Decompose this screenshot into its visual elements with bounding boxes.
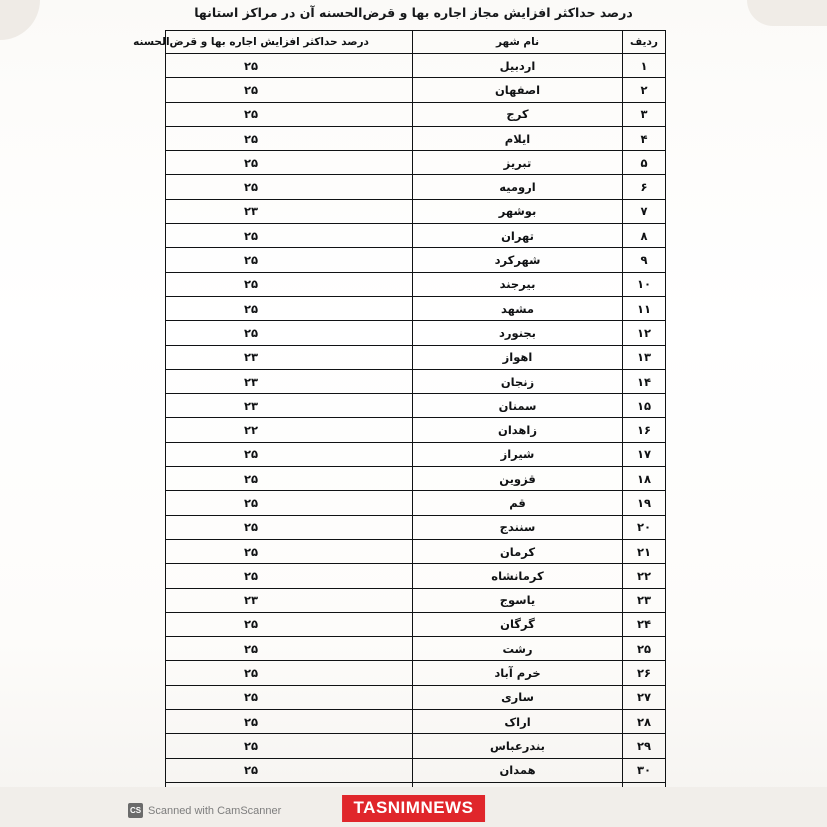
cell-row-no: ۱۰ bbox=[623, 272, 666, 296]
page-footer bbox=[0, 787, 827, 827]
cell-row-no: ۱۶ bbox=[623, 418, 666, 442]
cell-percent-text: ۲۳ bbox=[243, 593, 259, 608]
cell-percent bbox=[166, 637, 413, 661]
cell-percent-text: ۲۳ bbox=[243, 350, 259, 365]
cell-percent-text: ۲۵ bbox=[243, 301, 259, 316]
table-row bbox=[166, 296, 666, 320]
cell-percent-text: ۲۵ bbox=[243, 253, 259, 268]
cell-row-no: ۱۱ bbox=[623, 296, 666, 320]
cell-percent bbox=[166, 78, 413, 102]
cell-percent bbox=[166, 685, 413, 709]
cell-row-no: ۳ bbox=[623, 102, 666, 126]
cell-percent-text: ۲۵ bbox=[243, 155, 259, 170]
cell-percent bbox=[166, 224, 413, 248]
cell-percent bbox=[166, 54, 413, 78]
cell-percent bbox=[166, 151, 413, 175]
table-row bbox=[166, 151, 666, 175]
cell-percent bbox=[166, 175, 413, 199]
rent-increase-table bbox=[133, 30, 666, 807]
cell-row-no: ۷ bbox=[623, 199, 666, 223]
camscanner-watermark bbox=[128, 803, 281, 818]
cell-row-no: ۱۴ bbox=[623, 369, 666, 393]
cell-city: همدان bbox=[413, 758, 623, 782]
cell-percent-text: ۲۵ bbox=[243, 714, 259, 729]
tasnim-news-watermark: TASNIMNEWS bbox=[342, 795, 486, 822]
cell-city: خرم آباد bbox=[413, 661, 623, 685]
cell-city: ساری bbox=[413, 685, 623, 709]
cell-city: مشهد bbox=[413, 296, 623, 320]
cell-row-no: ۲۸ bbox=[623, 710, 666, 734]
cell-percent-text: ۲۳ bbox=[243, 374, 259, 389]
cell-percent bbox=[166, 564, 413, 588]
cell-percent-text: ۲۳ bbox=[243, 204, 259, 219]
cell-city: کرمان bbox=[413, 539, 623, 563]
cell-percent bbox=[166, 539, 413, 563]
table-row bbox=[166, 710, 666, 734]
cell-city: تبریز bbox=[413, 151, 623, 175]
cell-row-no: ۲۶ bbox=[623, 661, 666, 685]
cell-row-no: ۶ bbox=[623, 175, 666, 199]
cell-percent-text: ۲۲ bbox=[243, 423, 259, 438]
table-row bbox=[166, 345, 666, 369]
table-row bbox=[166, 467, 666, 491]
table-row bbox=[166, 588, 666, 612]
table-row bbox=[166, 175, 666, 199]
cell-city: تهران bbox=[413, 224, 623, 248]
cell-percent-text: ۲۵ bbox=[243, 471, 259, 486]
table-row bbox=[166, 685, 666, 709]
cell-percent bbox=[166, 296, 413, 320]
cell-city: ارومیه bbox=[413, 175, 623, 199]
cell-row-no: ۴ bbox=[623, 126, 666, 150]
cell-percent-text: ۲۵ bbox=[243, 666, 259, 681]
table-row bbox=[166, 734, 666, 758]
cell-percent bbox=[166, 515, 413, 539]
cell-row-no: ۲۰ bbox=[623, 515, 666, 539]
cell-percent bbox=[166, 710, 413, 734]
cell-city: کرج bbox=[413, 102, 623, 126]
table-row bbox=[166, 199, 666, 223]
cell-percent-text: ۲۵ bbox=[243, 131, 259, 146]
cell-percent-text: ۲۵ bbox=[243, 520, 259, 535]
cell-city: یاسوج bbox=[413, 588, 623, 612]
table-row bbox=[166, 612, 666, 636]
cell-city: رشت bbox=[413, 637, 623, 661]
cell-city: بجنورد bbox=[413, 321, 623, 345]
cell-percent-text: ۲۵ bbox=[243, 690, 259, 705]
cell-city: سمنان bbox=[413, 394, 623, 418]
cell-row-no: ۱۹ bbox=[623, 491, 666, 515]
cell-percent-text: ۲۳ bbox=[243, 398, 259, 413]
cell-percent-text: ۲۵ bbox=[243, 641, 259, 656]
cell-row-no: ۸ bbox=[623, 224, 666, 248]
cell-percent bbox=[166, 758, 413, 782]
cell-percent-text: ۲۵ bbox=[243, 58, 259, 73]
table-row bbox=[166, 491, 666, 515]
cell-city: ایلام bbox=[413, 126, 623, 150]
cell-row-no: ۱۳ bbox=[623, 345, 666, 369]
cell-row-no: ۲۷ bbox=[623, 685, 666, 709]
cell-city: بندرعباس bbox=[413, 734, 623, 758]
cell-city: اردبیل bbox=[413, 54, 623, 78]
cell-row-no: ۲۵ bbox=[623, 637, 666, 661]
cell-row-no: ۲۴ bbox=[623, 612, 666, 636]
cell-row-no: ۱۸ bbox=[623, 467, 666, 491]
cell-percent-text: ۲۵ bbox=[243, 763, 259, 778]
table-body bbox=[166, 54, 666, 807]
table-row bbox=[166, 539, 666, 563]
cell-percent bbox=[166, 369, 413, 393]
cell-percent-text: ۲۵ bbox=[243, 447, 259, 462]
table-row bbox=[166, 564, 666, 588]
cell-row-no: ۱۲ bbox=[623, 321, 666, 345]
table-row bbox=[166, 272, 666, 296]
cell-percent bbox=[166, 248, 413, 272]
camscanner-label: Scanned with CamScanner bbox=[148, 804, 282, 817]
cell-city: اراک bbox=[413, 710, 623, 734]
rent-increase-table-container bbox=[133, 30, 665, 807]
column-header-percent bbox=[133, 31, 413, 54]
table-header bbox=[133, 31, 666, 54]
cell-row-no: ۲۱ bbox=[623, 539, 666, 563]
table-row bbox=[166, 637, 666, 661]
cell-percent-text: ۲۵ bbox=[243, 277, 259, 292]
cell-row-no: ۹ bbox=[623, 248, 666, 272]
table-row bbox=[166, 224, 666, 248]
cell-percent bbox=[166, 394, 413, 418]
cell-percent bbox=[166, 661, 413, 685]
cell-percent-text: ۲۵ bbox=[243, 180, 259, 195]
cell-percent bbox=[166, 199, 413, 223]
cell-percent bbox=[166, 491, 413, 515]
table-row bbox=[166, 248, 666, 272]
document-title: درصد حداکثر افزایش مجاز اجاره بها و قرض‌الحسنه آن در مراکز استانها bbox=[194, 5, 633, 20]
cell-percent bbox=[166, 345, 413, 369]
table-row bbox=[166, 515, 666, 539]
table-row bbox=[166, 758, 666, 782]
cell-percent-text: ۲۵ bbox=[243, 228, 259, 243]
cell-city: شیراز bbox=[413, 442, 623, 466]
cell-percent-text: ۲۵ bbox=[243, 568, 259, 583]
table-row bbox=[166, 442, 666, 466]
cell-percent bbox=[166, 612, 413, 636]
cell-city: بیرجند bbox=[413, 272, 623, 296]
cell-row-no: ۲۳ bbox=[623, 588, 666, 612]
cell-percent bbox=[166, 418, 413, 442]
cell-row-no: ۲۹ bbox=[623, 734, 666, 758]
cell-percent-text: ۲۵ bbox=[243, 325, 259, 340]
cell-row-no: ۲۲ bbox=[623, 564, 666, 588]
cell-row-no: ۲ bbox=[623, 78, 666, 102]
cell-city: گرگان bbox=[413, 612, 623, 636]
table-row bbox=[166, 126, 666, 150]
cell-row-no: ۱۵ bbox=[623, 394, 666, 418]
table-row bbox=[166, 102, 666, 126]
cell-percent bbox=[166, 467, 413, 491]
table-row bbox=[166, 418, 666, 442]
cell-percent-text: ۲۵ bbox=[243, 738, 259, 753]
cell-row-no: ۱۷ bbox=[623, 442, 666, 466]
cell-city: اصفهان bbox=[413, 78, 623, 102]
column-header-row-no: ردیف bbox=[623, 31, 666, 54]
cell-percent bbox=[166, 442, 413, 466]
cell-row-no: ۵ bbox=[623, 151, 666, 175]
table-row bbox=[166, 394, 666, 418]
camscanner-icon: CS bbox=[128, 803, 143, 818]
cell-city: زنجان bbox=[413, 369, 623, 393]
cell-city: قزوین bbox=[413, 467, 623, 491]
cell-city: اهواز bbox=[413, 345, 623, 369]
cell-percent bbox=[166, 126, 413, 150]
table-header-row bbox=[166, 31, 666, 54]
cell-city: بوشهر bbox=[413, 199, 623, 223]
cell-percent bbox=[166, 734, 413, 758]
table-row bbox=[166, 54, 666, 78]
cell-percent-text: ۲۵ bbox=[243, 544, 259, 559]
cell-percent-text: ۲۵ bbox=[243, 82, 259, 97]
column-header-city: نام شهر bbox=[413, 31, 623, 54]
cell-city: سنندج bbox=[413, 515, 623, 539]
cell-city: شهرکرد bbox=[413, 248, 623, 272]
cell-row-no: ۱ bbox=[623, 54, 666, 78]
column-header-percent-text: درصد حداکثر افزایش اجاره بها و قرض‌الحسنه bbox=[133, 36, 369, 48]
cell-percent bbox=[166, 102, 413, 126]
table-row bbox=[166, 661, 666, 685]
table-row bbox=[166, 369, 666, 393]
cell-percent bbox=[166, 588, 413, 612]
cell-percent-text: ۲۵ bbox=[243, 617, 259, 632]
cell-city: قم bbox=[413, 491, 623, 515]
table-row bbox=[166, 78, 666, 102]
table-row bbox=[166, 321, 666, 345]
cell-percent-text: ۲۵ bbox=[243, 495, 259, 510]
cell-percent bbox=[166, 321, 413, 345]
cell-city: کرمانشاه bbox=[413, 564, 623, 588]
cell-city: زاهدان bbox=[413, 418, 623, 442]
cell-percent bbox=[166, 272, 413, 296]
cell-row-no: ۳۰ bbox=[623, 758, 666, 782]
cell-percent-text: ۲۵ bbox=[243, 107, 259, 122]
